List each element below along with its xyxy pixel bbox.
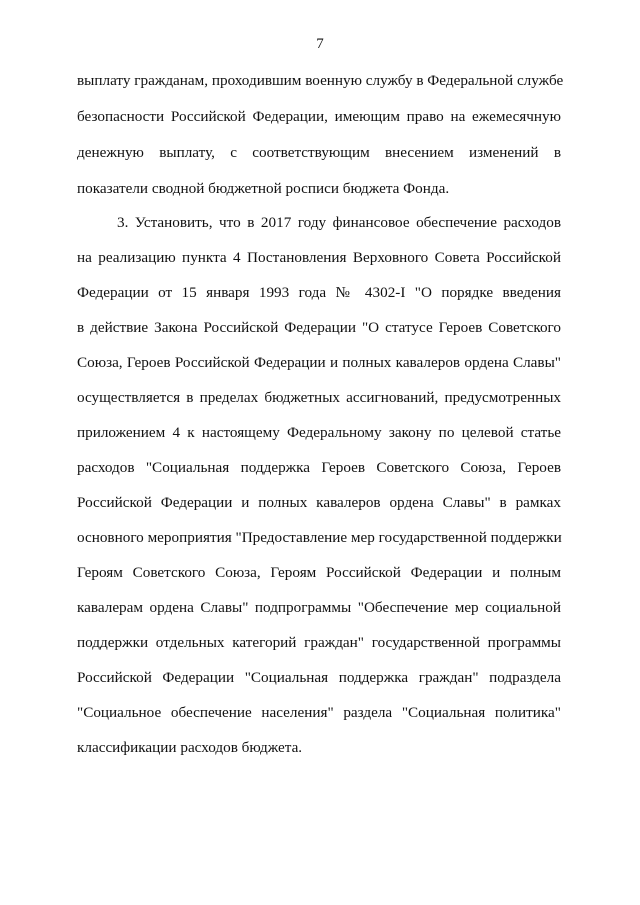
text-line: показатели сводной бюджетной росписи бюджета Фонда. [77, 180, 450, 197]
paragraph-first-line: 3. Установить, что в 2017 году финансовое обеспечение расходов [117, 214, 561, 231]
text-line: безопасности Российской Федерации, имеющим право на ежемесячную [77, 108, 561, 125]
text-line: Федерации от 15 января 1993 года № 4302-I "О порядке введения [77, 284, 561, 301]
text-line: приложением 4 к настоящему Федеральному закону по целевой статье [77, 424, 561, 441]
text-line: в действие Закона Российской Федерации "О статусе Героев Советского [77, 319, 561, 336]
text-line: осуществляется в пределах бюджетных ассигнований, предусмотренных [77, 389, 561, 406]
text-line: Героям Советского Союза, Героям Российской Федерации и полным [77, 564, 561, 581]
text-line: классификации расходов бюджета. [77, 739, 303, 756]
text-line: денежную выплату, с соответствующим внесением изменений в [77, 144, 561, 161]
text-line: Российской Федерации и полных кавалеров ордена Славы" в рамках [77, 494, 561, 511]
text-line: расходов "Социальная поддержка Героев Советского Союза, Героев [77, 459, 561, 476]
page-number: 7 [316, 36, 324, 52]
text-line: на реализацию пункта 4 Постановления Верховного Совета Российской [77, 249, 561, 266]
text-line: Союза, Героев Российской Федерации и полных кавалеров ордена Славы" [77, 354, 561, 371]
text-line: выплату гражданам, проходившим военную службу в Федеральной службе [77, 72, 564, 89]
text-line: поддержки отдельных категорий граждан" государственной программы [77, 634, 561, 651]
text-line: "Социальное обеспечение населения" раздела "Социальная политика" [77, 704, 561, 721]
text-line: Российской Федерации "Социальная поддержка граждан" подраздела [77, 669, 561, 686]
text-line: кавалерам ордена Славы" подпрограммы "Обеспечение мер социальной [77, 599, 561, 616]
text-line: основного мероприятия "Предоставление мер государственной поддержки [77, 529, 562, 546]
